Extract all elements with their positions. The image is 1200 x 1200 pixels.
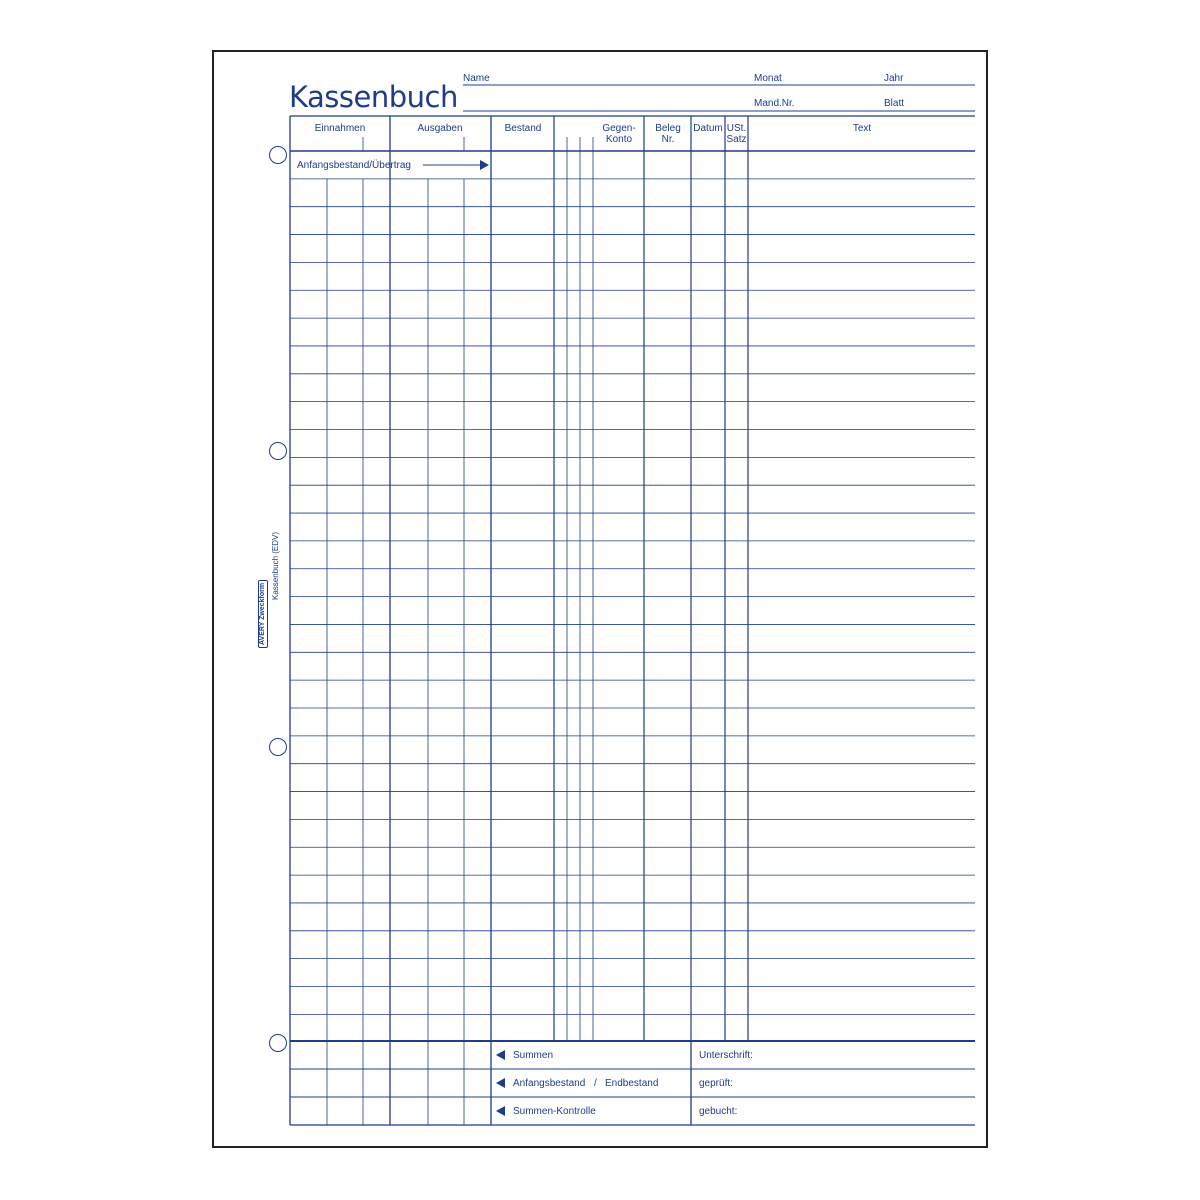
- summen-label: Summen: [513, 1050, 554, 1061]
- unterschrift-label: Unterschrift:: [699, 1050, 753, 1061]
- punch-hole: [269, 442, 287, 460]
- col-text: Text: [852, 123, 872, 134]
- col-ust-line1: USt.: [726, 123, 747, 134]
- gebucht-label: gebucht:: [699, 1106, 738, 1117]
- punch-hole: [269, 146, 287, 164]
- slash-label: /: [594, 1078, 597, 1089]
- col-ausgaben: Ausgaben: [417, 123, 463, 134]
- summen-kontrolle-label: Summen-Kontrolle: [513, 1106, 596, 1117]
- col-ust-line2: Satz: [726, 134, 747, 145]
- mandnr-field[interactable]: [754, 100, 975, 112]
- name-label: Name: [463, 73, 490, 84]
- page-title: Kassenbuch: [289, 80, 458, 114]
- carry-over-label: Anfangsbestand/Übertrag: [297, 160, 411, 171]
- col-beleg-line1: Beleg: [655, 123, 681, 134]
- col-datum: Datum: [693, 123, 723, 134]
- col-gegenkonto-line1: Gegen-: [602, 123, 636, 134]
- monat-label: Monat: [754, 73, 782, 84]
- col-bestand: Bestand: [504, 123, 542, 134]
- brand-logo: AVERY Zweckform: [258, 580, 268, 648]
- blatt-label: Blatt: [884, 98, 905, 109]
- punch-hole: [269, 1034, 287, 1052]
- anfangsbestand-label: Anfangsbestand: [513, 1078, 586, 1089]
- col-einnahmen: Einnahmen: [314, 123, 366, 134]
- mandnr-label: Mand.Nr.: [754, 98, 795, 109]
- side-form-label: Kassenbuch (EDV): [271, 531, 280, 600]
- col-gegenkonto-line2: Konto: [605, 134, 633, 145]
- endbestand-label: Endbestand: [605, 1078, 659, 1089]
- jahr-label: Jahr: [884, 73, 904, 84]
- punch-hole: [269, 738, 287, 756]
- col-beleg-line2: Nr.: [661, 134, 675, 145]
- geprueft-label: geprüft:: [699, 1078, 733, 1089]
